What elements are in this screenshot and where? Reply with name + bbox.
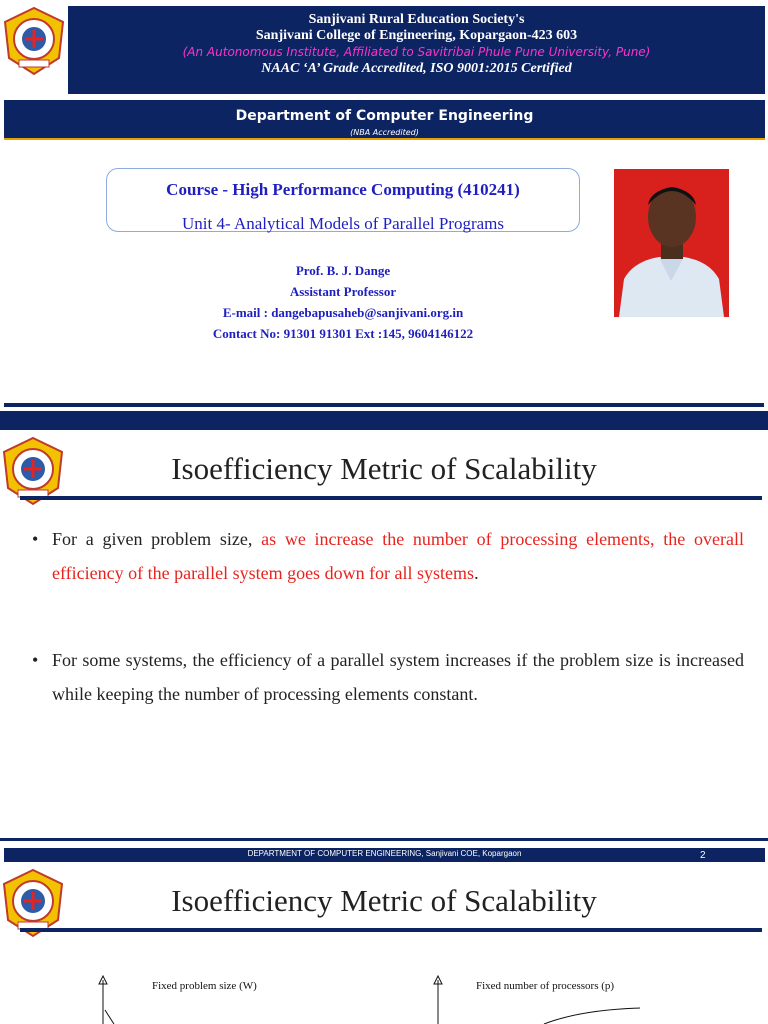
slide-divider-band (0, 411, 768, 430)
accreditation-text: NAAC ‘A’ Grade Accredited, ISO 9001:2015 Certified (261, 61, 572, 76)
professor-email: E-mail : dangebapusaheb@sanjivani.org.in (222, 305, 464, 320)
professor-designation: Assistant Professor (289, 284, 397, 299)
efficiency-curve (105, 1010, 114, 1024)
bullet-end: . (474, 563, 479, 583)
unit-title: Unit 4- Analytical Models of Parallel Programs (182, 214, 504, 233)
bullet-highlight: as we increase the number of processing elements, the overall efficiency of the parallel system goes down for all systems (52, 529, 744, 583)
society-name: Sanjivani Rural Education Society's (308, 12, 525, 27)
page-number: 2 (700, 850, 706, 861)
bullet-icon: • (32, 650, 39, 670)
slide-title: Isoefficiency Metric of Scalability (171, 883, 597, 918)
efficiency-curve (544, 1008, 640, 1024)
college-name: Sanjivani College of Engineering, Kopargaon-423 603 (255, 28, 578, 43)
professor-photo (614, 169, 729, 317)
professor-name: Prof. B. J. Dange (295, 263, 391, 278)
department-title: Department of Computer Engineering (235, 108, 534, 124)
college-logo (3, 6, 65, 76)
graph-label-left: Fixed problem size (W) (152, 980, 257, 992)
slide-title: Isoefficiency Metric of Scalability (171, 451, 597, 486)
header-text (68, 12, 765, 77)
graph-area (0, 970, 768, 1024)
left-graph (99, 976, 114, 1024)
course-title: Course - High Performance Computing (410241) (166, 180, 520, 199)
department-subtitle: (NBA Accredited) (350, 128, 419, 137)
title-underline (20, 496, 762, 500)
bullet-item (32, 643, 744, 711)
bullet-icon: • (32, 529, 39, 549)
bullet-item (32, 522, 744, 590)
bullet-text: For some systems, the efficiency of a parallel system increases if the problem size is increased while keeping the number of processing elements constant. (52, 650, 744, 704)
graph-label-right: Fixed number of processors (p) (476, 980, 615, 992)
slide-divider (0, 838, 768, 841)
footer-text: DEPARTMENT OF COMPUTER ENGINEERING, Sanjivani COE, Kopargaon (247, 849, 522, 858)
affiliation-text: (An Autonomous Institute, Affiliated to Savitribai Phule Pune University, Pune) (182, 45, 651, 59)
professor-contact: Contact No: 91301 91301 Ext :145, 9604146122 (212, 326, 474, 341)
title-underline (20, 928, 762, 932)
slide-divider (4, 403, 764, 407)
bullet-text: For a given problem size, (52, 529, 262, 549)
